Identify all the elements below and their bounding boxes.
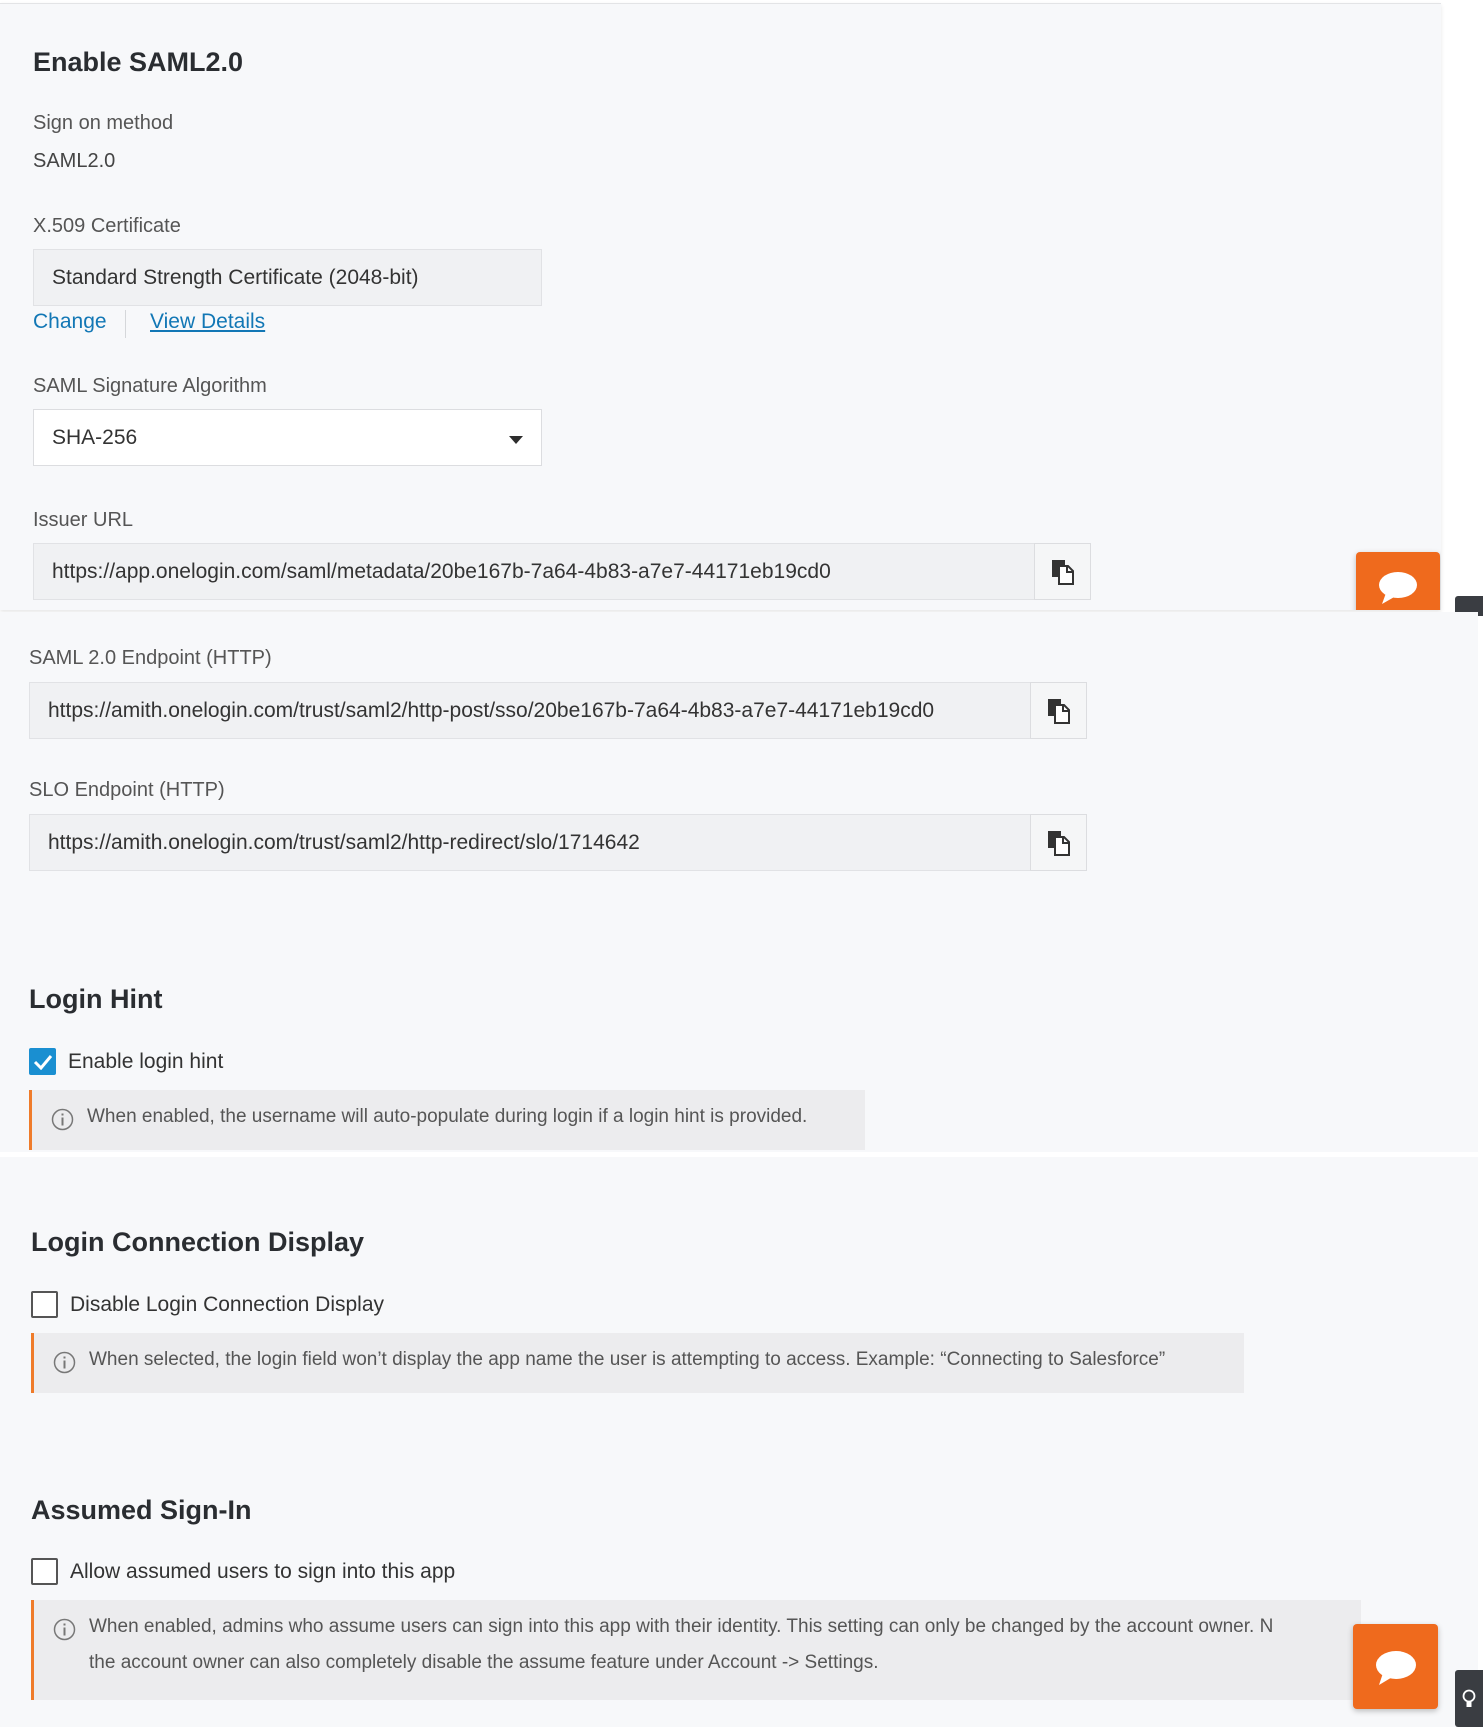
sign-on-method-label: Sign on method <box>33 112 174 134</box>
info-icon <box>51 1108 74 1131</box>
saml-endpoint-label: SAML 2.0 Endpoint (HTTP) <box>29 647 272 669</box>
info-icon <box>53 1351 76 1374</box>
view-details-link[interactable]: View Details <box>150 310 266 333</box>
sign-on-method-value: SAML2.0 <box>33 150 116 172</box>
login-hint-title: Login Hint <box>29 984 163 1014</box>
saml-section-title: Enable SAML2.0 <box>33 47 244 77</box>
help-tab[interactable] <box>1455 1670 1483 1727</box>
endpoints-panel <box>0 612 1478 1152</box>
checkmark-icon <box>33 1054 53 1070</box>
login-connection-info-text: When selected, the login field won’t display the app name the user is attempting to access. Example: “Connecting to Salesforce” <box>89 1349 1166 1370</box>
chat-icon <box>1375 1648 1417 1686</box>
chat-button-bottom[interactable] <box>1353 1624 1438 1709</box>
login-connection-title: Login Connection Display <box>31 1227 365 1257</box>
chat-icon <box>1378 569 1418 605</box>
saml-endpoint-field[interactable] <box>29 682 1031 739</box>
issuer-url-label: Issuer URL <box>33 509 134 531</box>
issuer-url-value: https://app.onelogin.com/saml/metadata/20be167b-7a64-4b83-a7e7-44171eb19cd0 <box>52 559 831 583</box>
slo-endpoint-value: https://amith.onelogin.com/trust/saml2/http-redirect/slo/1714642 <box>48 830 640 854</box>
caret-down-icon <box>509 436 523 444</box>
info-icon <box>53 1618 76 1641</box>
link-divider <box>125 310 126 338</box>
saml-settings-panel <box>0 3 1441 610</box>
chat-button-top[interactable] <box>1356 552 1440 610</box>
login-connection-info-box <box>31 1333 1244 1393</box>
lightbulb-icon <box>1462 1689 1476 1709</box>
issuer-url-field[interactable] <box>33 543 1035 600</box>
certificate-value: Standard Strength Certificate (2048-bit) <box>52 265 419 289</box>
copy-icon <box>1047 830 1071 856</box>
allow-assumed-users-checkbox[interactable] <box>31 1558 58 1585</box>
assumed-info-line-2: the account owner can also completely disable the assume feature under Account -> Settings. <box>89 1652 879 1673</box>
signature-algorithm-value: SHA-256 <box>52 425 138 449</box>
disable-login-connection-label: Disable Login Connection Display <box>70 1293 385 1316</box>
copy-icon <box>1051 559 1075 585</box>
certificate-field <box>33 249 542 306</box>
copy-icon <box>1047 698 1071 724</box>
slo-endpoint-field[interactable] <box>29 814 1031 871</box>
assumed-sign-in-info-box <box>31 1600 1361 1700</box>
signature-algorithm-select[interactable] <box>33 409 542 466</box>
copy-saml-endpoint-button[interactable] <box>1030 682 1087 739</box>
enable-login-hint-checkbox[interactable] <box>29 1048 56 1075</box>
saml-endpoint-value: https://amith.onelogin.com/trust/saml2/http-post/sso/20be167b-7a64-4b83-a7e7-44171eb19cd0 <box>48 698 935 722</box>
assumed-sign-in-info-text <box>89 1609 1351 1681</box>
slo-endpoint-label: SLO Endpoint (HTTP) <box>29 779 225 801</box>
login-options-panel <box>0 1157 1478 1727</box>
login-hint-info-box <box>29 1090 865 1150</box>
assumed-info-line-1: When enabled, admins who assume users can sign into this app with their identity. This setting can only be changed by the account owner. N <box>89 1616 1274 1637</box>
certificate-label: X.509 Certificate <box>33 215 181 237</box>
disable-login-connection-checkbox[interactable] <box>31 1291 58 1318</box>
copy-issuer-url-button[interactable] <box>1034 543 1091 600</box>
allow-assumed-users-label: Allow assumed users to sign into this app <box>70 1560 456 1583</box>
assumed-sign-in-title: Assumed Sign-In <box>31 1495 252 1525</box>
login-hint-info-text: When enabled, the username will auto-populate during login if a login hint is provided. <box>87 1106 808 1127</box>
copy-slo-endpoint-button[interactable] <box>1030 814 1087 871</box>
enable-login-hint-label: Enable login hint <box>68 1050 224 1073</box>
signature-algorithm-label: SAML Signature Algorithm <box>33 375 267 397</box>
change-certificate-link[interactable]: Change <box>33 310 107 333</box>
